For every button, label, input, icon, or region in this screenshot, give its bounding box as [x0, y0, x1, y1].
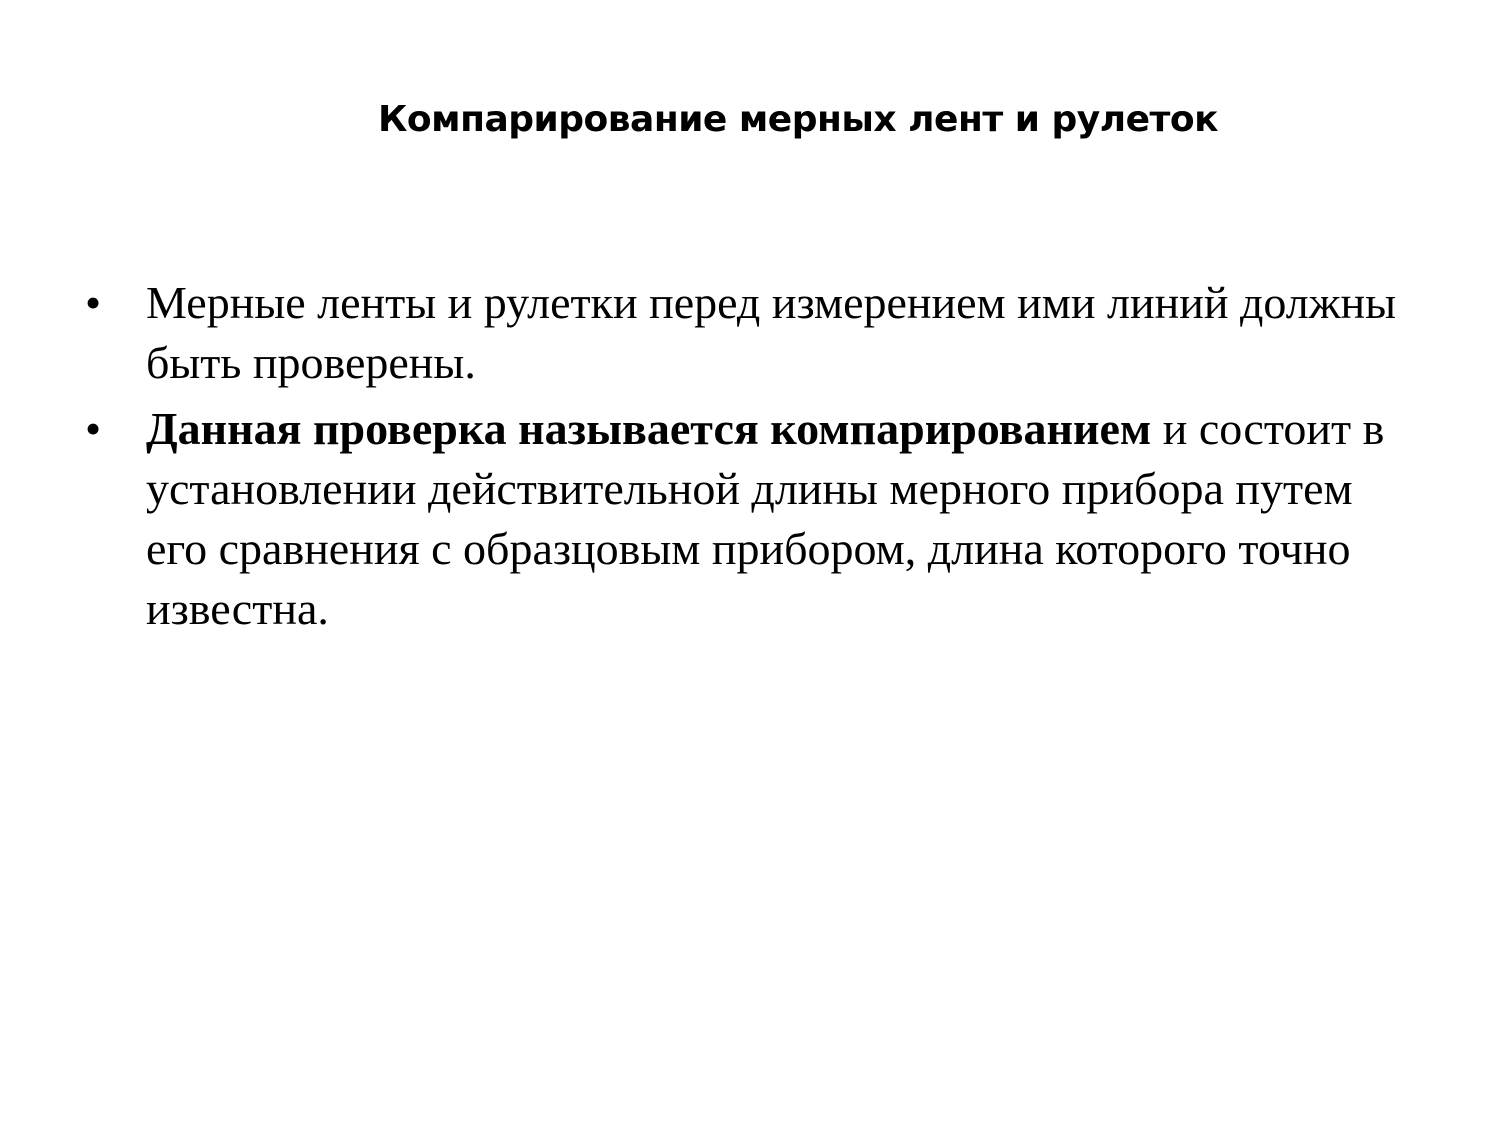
bullet-dot-icon: • [85, 403, 102, 454]
bullet-item-2 [85, 399, 1415, 639]
bullet-item-1 [85, 273, 1415, 393]
bullet-text: и состоит в установлении действительной длины мерного прибора путем его сравнения с образцовым прибором, длина которого точно известна. [146, 403, 1385, 634]
bullet-dot-icon: • [85, 277, 102, 328]
bullet-list [85, 273, 1415, 645]
bullet-text: Мерные ленты и рулетки перед измерением ими линий должны быть проверены. [146, 277, 1396, 388]
slide-title: Компарирование мерных лент и рулеток [378, 99, 1219, 140]
bullet-bold-text: Данная проверка называется компарированием [146, 403, 1152, 454]
